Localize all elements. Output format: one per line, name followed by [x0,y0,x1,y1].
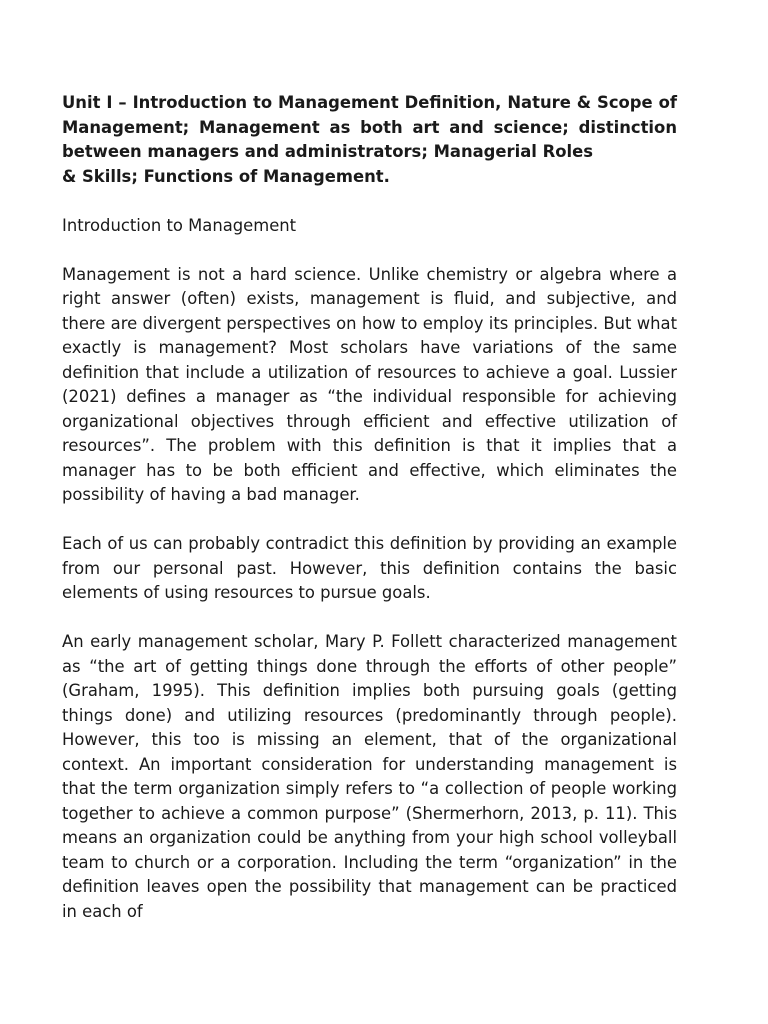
unit-heading [62,91,677,189]
unit-heading-line2: & Skills; Functions of Management. [62,166,390,186]
paragraph: An early management scholar, Mary P. Follett characterized management as “the art of getting things done through the efforts of other people” (Graham, 1995). This definition implies both pursuing goals (getting things done) and utilizing resources (predominantly through people). However, this too is missing an element, that of the organizational context. An important consideration for understanding management is that the term organization simply refers to “a collection of people working together to achieve a common purpose” (Shermerhorn, 2013, p. 11). This means an organization could be anything from your high school volleyball team to church or a corporation. Including the term “organization” in the definition leaves open the possibility that management can be practiced in each of [62,632,677,921]
unit-heading-line1: Unit I – Introduction to Management Definition, Nature & Scope of Management; Management as both art and science; distinction between managers and administrators; Managerial Roles [62,93,677,161]
document-page [62,91,677,924]
paragraph: Management is not a hard science. Unlike chemistry or algebra where a right answer (often) exists, management is fluid, and subjective, and there are divergent perspectives on how to employ its principles. But what exactly is management? Most scholars have variations of the same definition that include a utilization of resources to achieve a goal. Lussier (2021) defines a manager as “the individual responsible for achieving organizational objectives through efficient and effective utilization of resources”. The problem with this definition is that it implies that a manager has to be both efficient and effective, which eliminates the possibility of having a bad manager. [62,264,677,504]
section-title: Introduction to Management [62,215,297,235]
paragraph: Each of us can probably contradict this definition by providing an example from our personal past. However, this definition contains the basic elements of using resources to pursue goals. [62,534,677,602]
